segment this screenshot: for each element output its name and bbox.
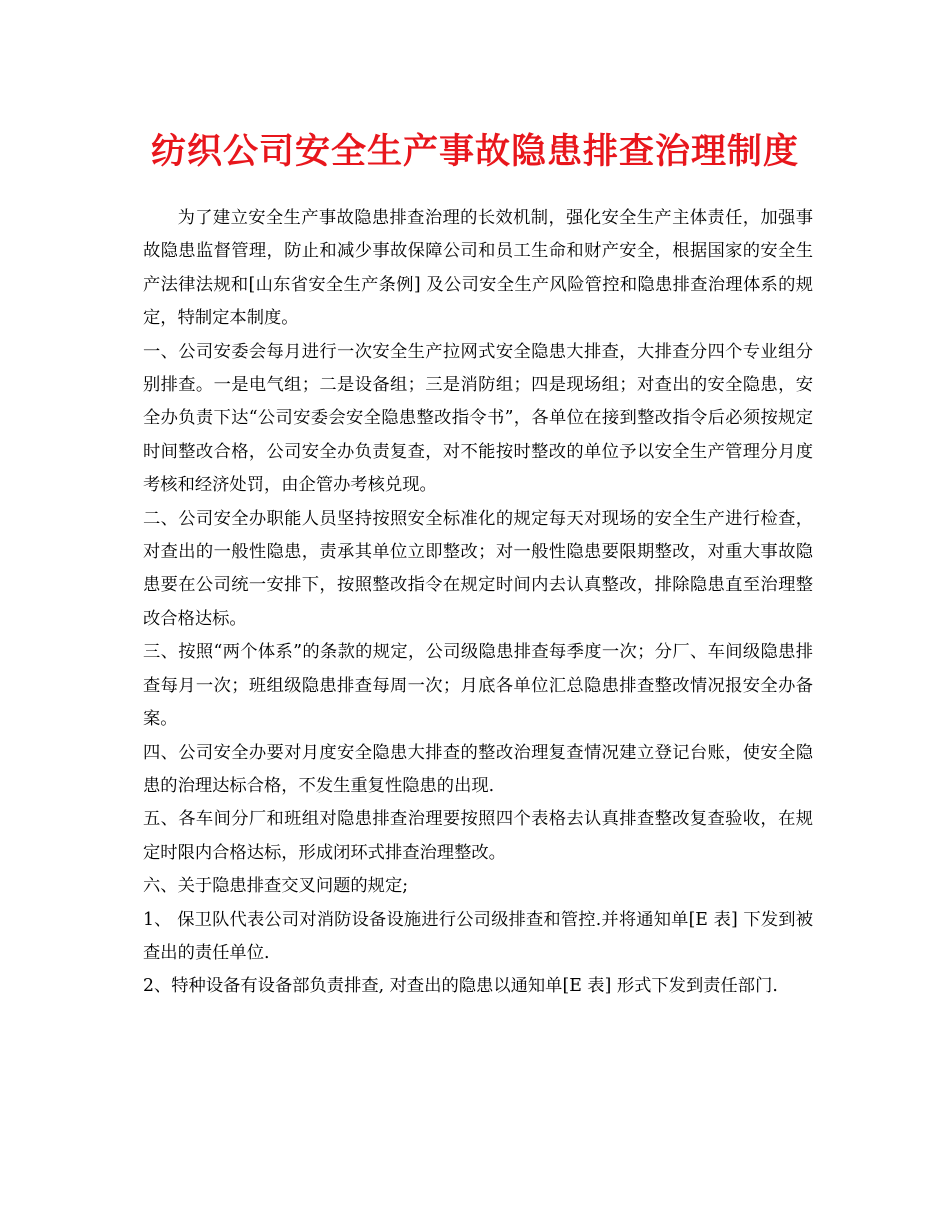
clause-6-item-2: 2、特种设备有设备部负责排查, 对查出的隐患以通知单[E 表] 形式下发到责任部门. bbox=[143, 976, 778, 997]
clause-1-paragraph: 一、公司安委会每月进行一次安全生产拉网式安全隐患大排查，大排查分四个专业组分别排查。一是电气组；二是设备组；三是消防组；四是现场组；对查出的安全隐患，安全办负责下达“公司安委会安全隐患整改指令书”，各单位在接到整改指令后必须按规定时间整改合格，公司安全办负责复查，对不能按时整改的单位予以安全生产管理分月度考核和经济处罚，由企管办考核兑现。 bbox=[143, 341, 813, 496]
clause-2-paragraph: 二、公司安全办职能人员坚持按照安全标准化的规定每天对现场的安全生产进行检查，对查出的一般性隐患，责承其单位立即整改；对一般性隐患要限期整改，对重大事故隐患要在公司统一安排下，按照整改指令在规定时间内去认真整改，排除隐患直至治理整改合格达标。 bbox=[143, 508, 813, 629]
clause-4-paragraph: 四、公司安全办要对月度安全隐患大排查的整改治理复查情况建立登记台账，使安全隐患的治理达标合格，不发生重复性隐患的出现. bbox=[143, 742, 813, 796]
clause-3-paragraph: 三、按照“两个体系”的条款的规定，公司级隐患排查每季度一次；分厂、车间级隐患排查每月一次；班组级隐患排查每周一次；月底各单位汇总隐患排查整改情况报安全办备案。 bbox=[143, 642, 813, 730]
document-body bbox=[143, 202, 813, 1004]
intro-paragraph: 为了建立安全生产事故隐患排查治理的长效机制，强化安全生产主体责任，加强事故隐患监督管理，防止和减少事故保障公司和员工生命和财产安全，根据国家的安全生产法律法规和[山东省安全生产条例] 及公司安全生产风险管控和隐患排查治理体系的规定，特制定本制度。 bbox=[143, 208, 813, 329]
document-title: 纺织公司安全生产事故隐患排查治理制度 bbox=[150, 131, 799, 172]
clause-5-paragraph: 五、各车间分厂和班组对隐患排查治理要按照四个表格去认真排查整改复查验收，在规定时限内合格达标，形成闭环式排查治理整改。 bbox=[143, 809, 813, 863]
clause-6-item-1: 1、 保卫队代表公司对消防设备设施进行公司级排查和管控.并将通知单[E 表] 下发到被查出的责任单位. bbox=[143, 909, 813, 963]
clause-6-heading: 六、关于隐患排查交叉问题的规定; bbox=[143, 876, 409, 897]
